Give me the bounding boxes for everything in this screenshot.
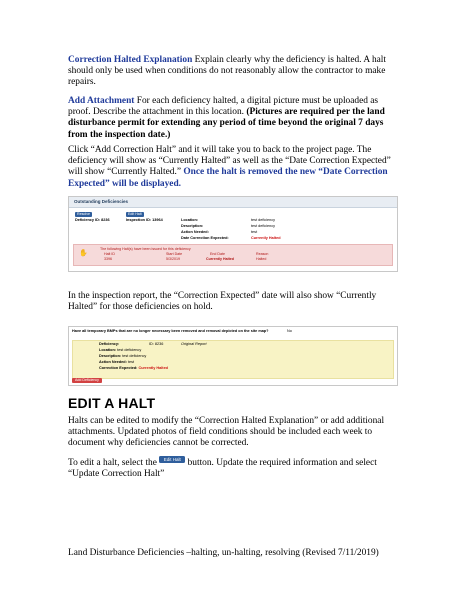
halt-row-id: 3396 — [104, 257, 112, 261]
resolve-button[interactable]: Resolve — [77, 212, 90, 216]
correction-halted-explanation-paragraph — [68, 55, 398, 89]
edit-halt-instructions-after: button. Update the required information and select “Update Correction Halt” — [68, 458, 377, 480]
halt-col-start: Start Date — [166, 252, 183, 256]
report-correction-expected: Correction Expected: Currently Halted — [99, 366, 169, 370]
add-attachment-requirement: (Pictures are required per the land disturbance permit for extending any period of time beyond the original 7 days from the inspection date.) — [68, 107, 385, 140]
action-needed-value: test — [251, 230, 258, 234]
add-attachment-body: For each deficiency halted, a digital picture must be uploaded as proof. Describe the attachment in this location. — [68, 96, 379, 118]
inspection-report-body: In the inspection report, the “Correction Expected” date will also show “Currently Halted” for those deficiencies on hold. — [68, 291, 377, 313]
description-label: Description: — [181, 224, 204, 228]
report-description: Description: test deficiency — [99, 354, 147, 358]
halt-removed-note: Once the halt is removed the new “Date Correction Expected” will be displayed. — [68, 167, 388, 189]
description-value: test deficiency — [251, 224, 276, 228]
halt-notice-message: The following Halt(s) have been issued for this deficiency — [100, 247, 191, 251]
deficiency-detail-panel — [72, 340, 394, 379]
deficiency-label: Deficiency: — [99, 342, 120, 346]
bmp-answer: No — [287, 329, 292, 333]
inspection-report-screenshot — [68, 326, 398, 386]
inspection-id: Inspection ID: 13964 — [126, 218, 163, 222]
edit-halt-body: Halts can be edited to modify the “Correction Halted Explanation” or add additional attachments. Updated photos of field conditions should be included each week to document why deficiencies cannot be corrected. — [68, 416, 385, 449]
edit-halt-instructions — [68, 456, 398, 480]
halt-notice-bar — [73, 244, 393, 266]
date-correction-expected-value: Currently Halted — [251, 236, 281, 240]
stop-hand-icon: ✋ — [79, 250, 88, 257]
correction-halted-explanation-body: Explain clearly why the deficiency is halted. A halt should only be used when conditions do not reasonably allow the contractor to make repairs. — [68, 55, 386, 88]
outstanding-deficiencies-screenshot — [68, 196, 398, 272]
halt-col-reason: Reason — [256, 252, 269, 256]
add-attachment-paragraph — [68, 96, 398, 141]
deficiency-id-value: ID: 8236 — [149, 342, 164, 346]
edit-halt-paragraph — [68, 416, 398, 450]
original-report-note: Original Report — [181, 342, 207, 346]
add-deficiency-button[interactable]: Add Deficiency — [72, 378, 102, 383]
add-correction-halt-body: Click “Add Correction Halt” and it will take you to back to the project page. The deficiency will show as “Currently Halted” as well as the “Date Correction Expected” will show “Currently Halted.” — [68, 145, 391, 178]
location-value: test deficiency — [251, 218, 276, 222]
date-correction-expected-label: Date Correction Expected: — [181, 236, 229, 240]
deficiency-id: Deficiency ID: 8236 — [75, 218, 110, 222]
edit-halt-button[interactable]: Edit Halt — [128, 212, 142, 216]
outstanding-deficiencies-header: Outstanding Deficiencies — [69, 197, 397, 208]
report-action-needed: Action Needed: test — [99, 360, 135, 364]
bmp-question: Have all temporary BMPs that are no longer necessary been removed and removal depicted on the site map? — [72, 329, 269, 333]
add-attachment-title: Add Attachment — [68, 96, 135, 106]
correction-halted-explanation-title: Correction Halted Explanation — [68, 55, 193, 65]
halt-row-start: 5/3/2019 — [166, 257, 180, 261]
edit-halt-instructions-before: To edit a halt, select the — [68, 458, 160, 468]
halt-row-reason: Halted — [256, 257, 267, 261]
add-correction-halt-paragraph — [68, 145, 398, 190]
halt-row-end: Currently Halted — [206, 257, 234, 261]
page-footer: Land Disturbance Deficiencies –halting, un-halting, resolving (Revised 7/11/2019) — [68, 548, 379, 558]
action-needed-label: Action Needed: — [181, 230, 209, 234]
edit-halt-inline-button[interactable]: Edit Halt — [159, 456, 185, 463]
inspection-report-paragraph — [68, 291, 398, 313]
halt-col-end: End Date — [210, 252, 225, 256]
halt-col-id: Halt ID — [104, 252, 115, 256]
location-label: Location: — [181, 218, 199, 222]
edit-a-halt-heading: EDIT A HALT — [68, 395, 156, 411]
report-location: Location: test deficiency — [99, 348, 142, 352]
